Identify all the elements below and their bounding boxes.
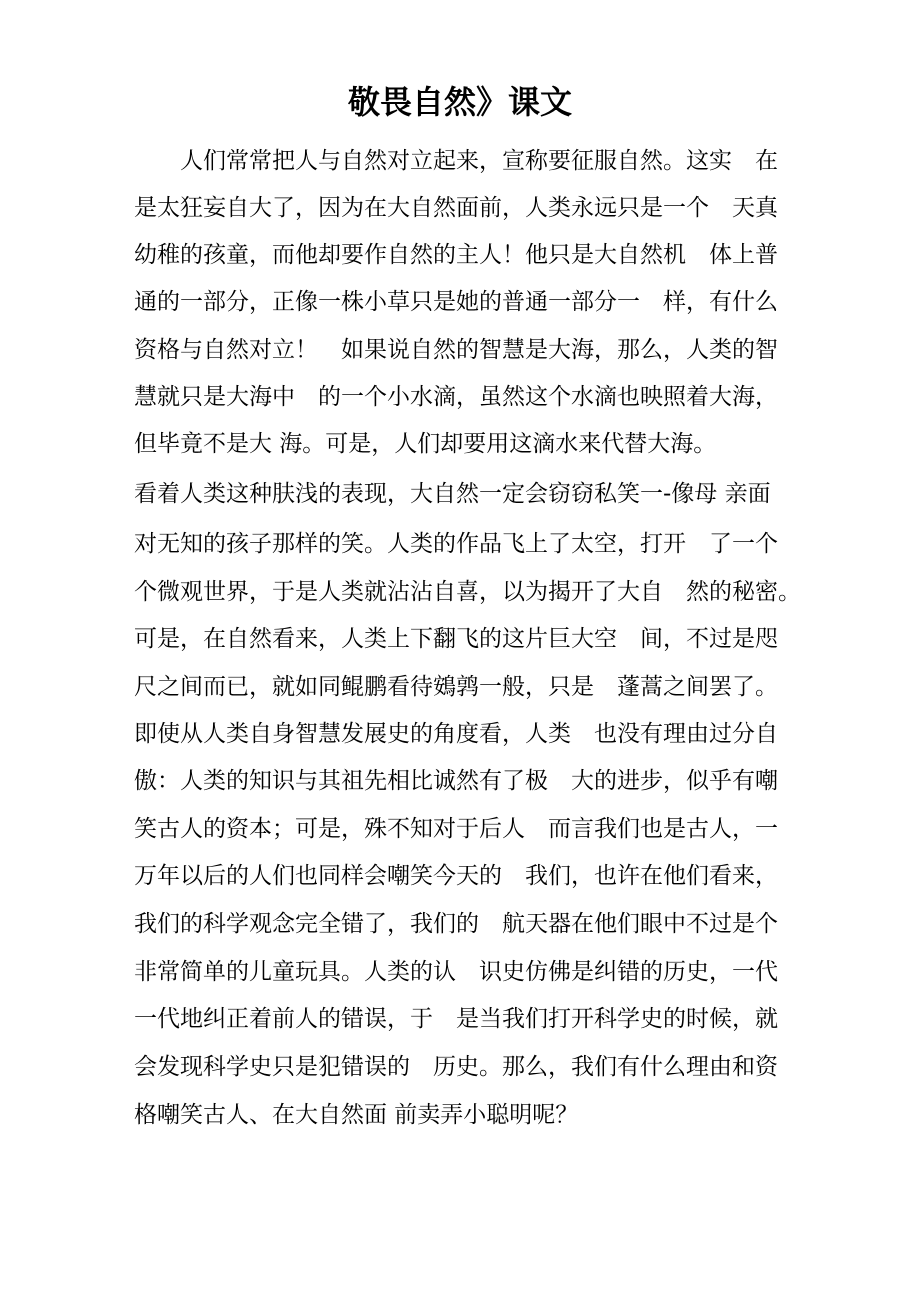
text-line: 万年以后的人们也同样会嘲笑今天的 我们，也许在他们看来， [134,863,778,889]
text-line: 资格与自然对立！ 如果说自然的智慧是大海，那么，人类的智 [134,337,778,363]
text-line: 非常简单的儿童玩具。人类的认 识史仿佛是纠错的历史，一代 [134,959,778,985]
text-line: 个微观世界，于是人类就沾沾自喜，以为揭开了大自 然的秘密。 [134,579,801,605]
text-line: 格嘲笑古人、在大自然面 前卖弄小聪明呢？ [134,1102,579,1128]
text-line: 对无知的孩子那样的笑。人类的作品飞上了太空，打开 了一个 [134,531,778,557]
text-line: 会发现科学史只是犯错误的 历史。那么，我们有什么理由和资 [134,1054,778,1080]
text-line: 但毕竟不是大 海。可是，人们却要用这滴水来代替大海。 [134,431,717,457]
text-line: 通的一部分，正像一株小草只是她的普通一部分一 样，有什么 [134,289,778,315]
text-line: 笑古人的资本；可是，殊不知对于后人 而言我们也是古人，一 [134,816,778,842]
text-line: 幼稚的孩童，而他却要作自然的主人！他只是大自然机 体上普 [134,242,778,268]
text-line: 是太狂妄自大了，因为在大自然面前，人类永远只是一个 天真 [134,195,778,221]
text-line: 傲：人类的知识与其祖先相比诚然有了极 大的进步，似乎有嘲 [134,768,778,794]
text-line: 可是，在自然看来，人类上下翻飞的这片巨大空 间，不过是咫 [134,626,778,652]
text-line: 即使从人类自身智慧发展史的角度看，人类 也没有理由过分自 [134,721,778,747]
text-line: 我们的科学观念完全错了，我们的 航天器在他们眼中不过是个 [134,911,778,937]
document-title: 敬畏自然》课文 [347,83,572,121]
text-line: 一代地纠正着前人的错误，于 是当我们打开科学史的时候，就 [134,1006,778,1032]
text-line: 尺之间而已，就如同鲲鹏看待鴳鹑一般，只是 蓬蒿之间罢了。 [134,674,778,700]
text-line: 人们常常把人与自然对立起来，宣称要征服自然。这实 在 [134,148,778,174]
text-line: 看着人类这种肤浅的表现，大自然一定会窃窃私笑一-像母 亲面 [134,481,771,507]
text-line: 慧就只是大海中 的一个小水滴，虽然这个水滴也映照着大海， [134,384,778,410]
